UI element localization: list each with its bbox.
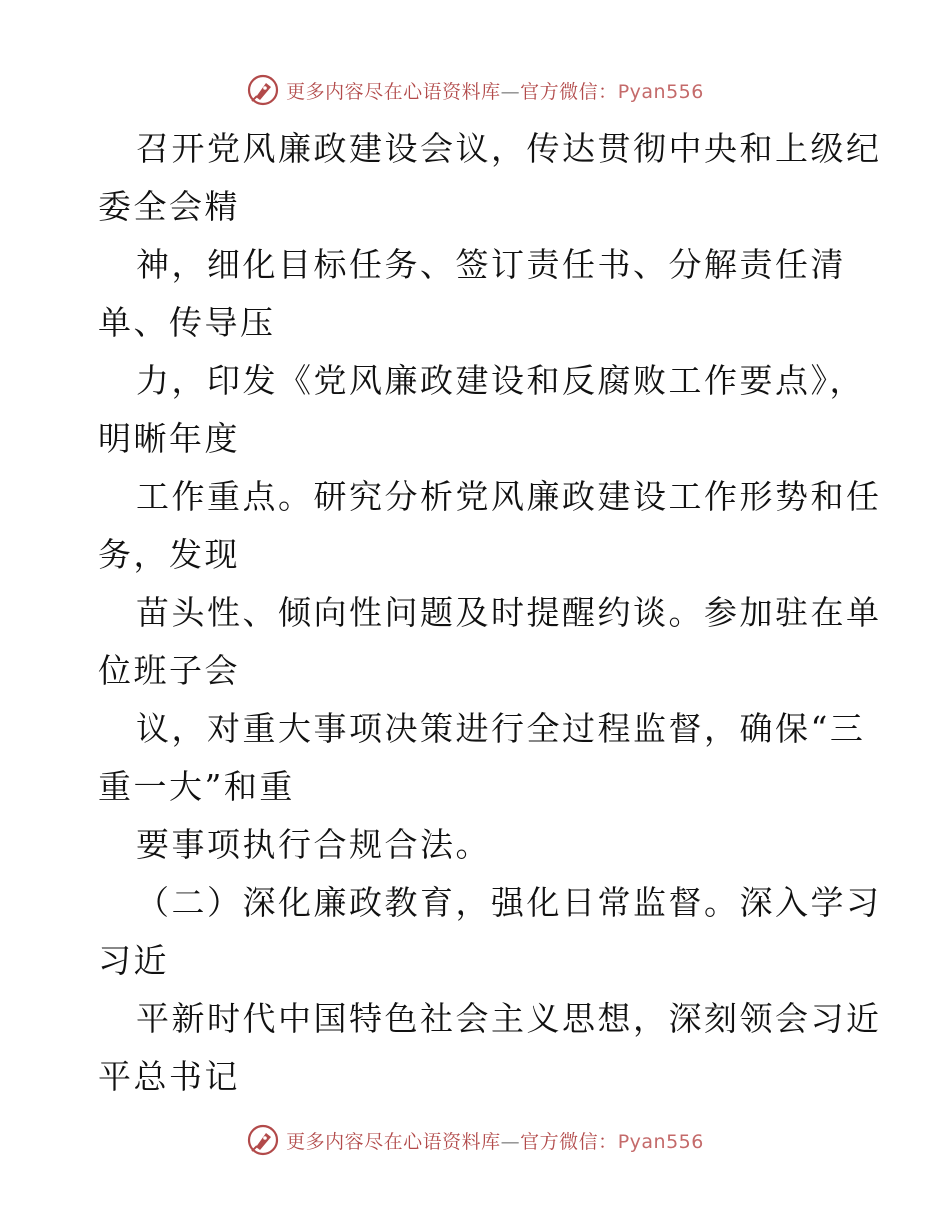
header-banner: [0, 70, 950, 110]
text-line: 务，发现: [98, 535, 240, 574]
pen-nib-logo-icon: [246, 1123, 280, 1157]
text-line: 平总书记: [98, 1057, 240, 1096]
text-line: 委全会精: [98, 187, 240, 226]
document-body: [98, 120, 882, 1106]
banner-wechat-account: Pyan556: [617, 1130, 704, 1153]
text-line: 议，对重大事项决策进行全过程监督，确保“三: [136, 709, 866, 748]
text-line: 力，印发《党风廉政建设和反腐败工作要点》，: [136, 361, 865, 400]
banner-separator: —: [500, 1130, 521, 1153]
header-banner-text: [286, 77, 704, 104]
text-line: 要事项执行合规合法。: [136, 825, 491, 864]
banner-wechat-label: 官方微信：: [520, 80, 618, 103]
text-line: （二）深化廉政教育，强化日常监督。深入学习: [136, 883, 882, 922]
pen-nib-logo-icon: [246, 73, 280, 107]
banner-wechat-account: Pyan556: [617, 80, 704, 103]
text-line: 召开党风廉政建设会议，传达贯彻中央和上级纪: [136, 129, 882, 168]
text-line: 明晰年度: [98, 419, 240, 458]
footer-banner: [0, 1120, 950, 1160]
banner-slogan: 更多内容尽在心语资料库: [286, 1130, 501, 1153]
text-line: 平新时代中国特色社会主义思想，深刻领会习近: [136, 999, 882, 1038]
text-line: 位班子会: [98, 651, 240, 690]
banner-wechat-label: 官方微信：: [520, 1130, 618, 1153]
banner-slogan: 更多内容尽在心语资料库: [286, 80, 501, 103]
text-line: 习近: [98, 941, 169, 980]
text-line: 重一大”和重: [98, 767, 295, 806]
text-line: 单、传导压: [98, 303, 276, 342]
text-line: 神，细化目标任务、签订责任书、分解责任清: [136, 245, 846, 284]
banner-separator: —: [500, 80, 521, 103]
text-line: 苗头性、倾向性问题及时提醒约谈。参加驻在单: [136, 593, 882, 632]
footer-banner-text: [286, 1127, 704, 1154]
text-line: 工作重点。研究分析党风廉政建设工作形势和任: [136, 477, 882, 516]
